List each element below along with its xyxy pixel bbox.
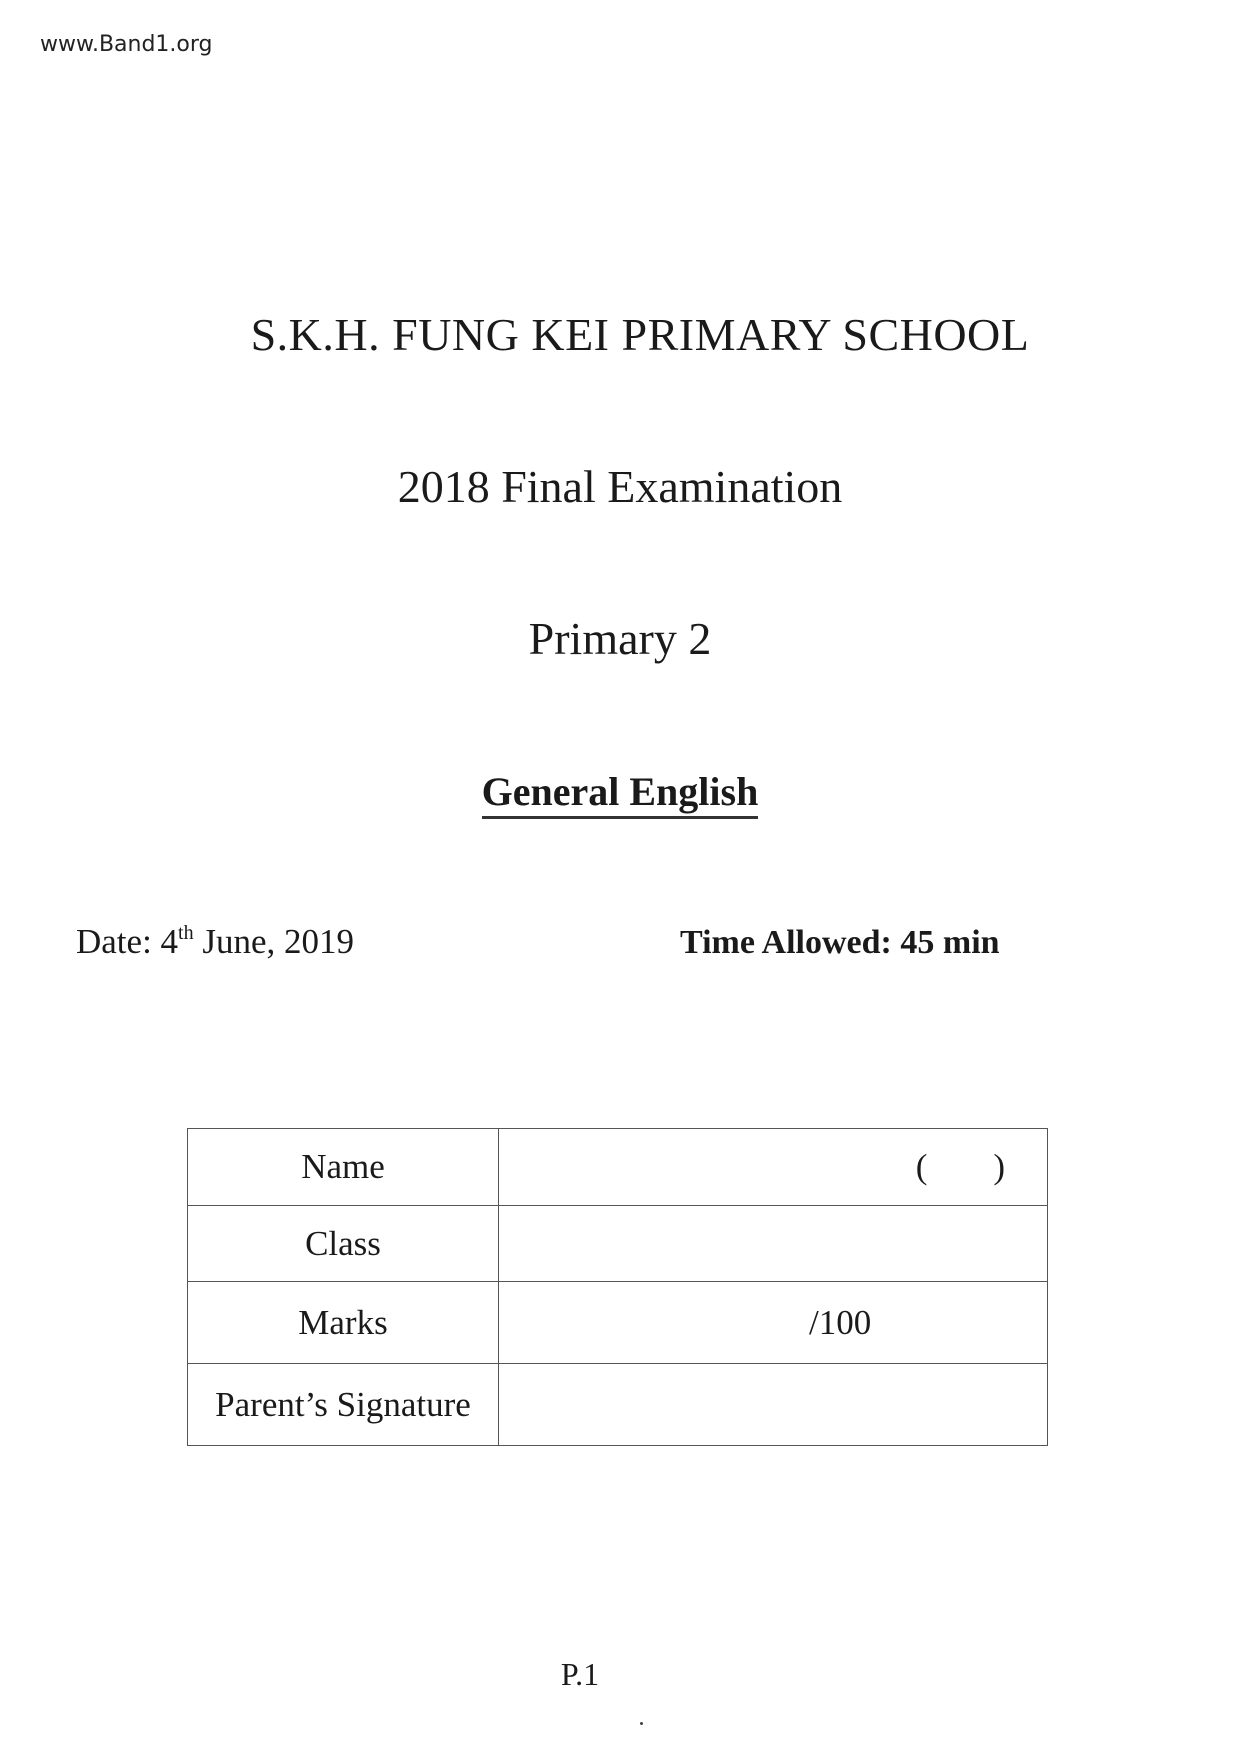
- table-row: [188, 1364, 1048, 1446]
- date-ordinal: th: [178, 922, 194, 944]
- page-number: P.1: [560, 1656, 600, 1692]
- time-allowed: Time Allowed: 45 min: [680, 924, 1000, 961]
- class-number-parens: [499, 1147, 1047, 1187]
- parent-signature-label: Parent’s Signature: [188, 1364, 499, 1446]
- date-prefix: Date: 4: [76, 922, 179, 961]
- subject-heading: [0, 768, 1240, 815]
- watermark-url: www.Band1.org: [40, 32, 213, 57]
- close-paren: ): [993, 1147, 1005, 1186]
- marks-label: Marks: [188, 1282, 499, 1364]
- parent-signature-field[interactable]: [499, 1364, 1048, 1446]
- table-row: [188, 1206, 1048, 1282]
- table-row: [188, 1282, 1048, 1364]
- name-label: Name: [188, 1129, 499, 1206]
- class-field[interactable]: [499, 1206, 1048, 1282]
- scan-speck: [640, 1722, 643, 1725]
- date-suffix: June, 2019: [193, 922, 355, 961]
- marks-field[interactable]: /100: [499, 1282, 1048, 1364]
- exam-title: 2018 Final Examination: [397, 461, 843, 512]
- table-row: [188, 1129, 1048, 1206]
- class-label: Class: [188, 1206, 499, 1282]
- grade-level: Primary 2: [528, 613, 712, 664]
- exam-date: [76, 922, 354, 962]
- name-field[interactable]: [499, 1129, 1048, 1206]
- student-info-table: [187, 1128, 1048, 1446]
- subject-label: General English: [482, 769, 759, 819]
- school-name: S.K.H. FUNG KEI PRIMARY SCHOOL: [250, 309, 1030, 360]
- open-paren: (: [915, 1147, 928, 1186]
